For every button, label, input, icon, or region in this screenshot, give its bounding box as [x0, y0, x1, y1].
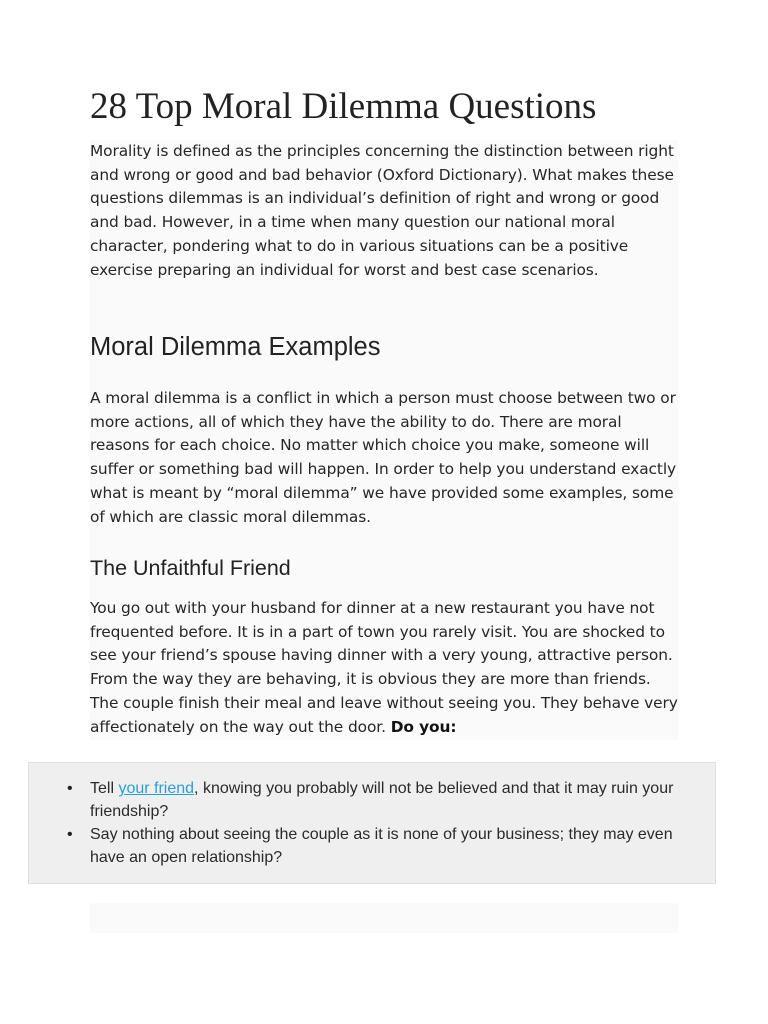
- unfaithful-friend-paragraph: [90, 597, 680, 739]
- examples-paragraph: A moral dilemma is a conflict in which a person must choose between two or more actions, all of which they have the ability to do. There are moral reasons for each choice. No matter which choice you make, someone will suffer or something bad will happen. In order to help you understand exactly what is meant by “moral dilemma” we have provided some examples, some of which are classic moral dilemmas.: [90, 389, 676, 526]
- your-friend-link[interactable]: your friend: [118, 780, 195, 797]
- bullet-icon: •: [67, 826, 73, 843]
- list-item: [67, 823, 680, 869]
- option-text-prefix: Tell: [90, 780, 119, 797]
- footer-panel: [90, 903, 678, 933]
- section-heading-examples: Moral Dilemma Examples: [90, 333, 381, 361]
- unfaithful-friend-body: You go out with your husband for dinner at a new restaurant you have not frequented before. It is in a part of town you rarely visit. You are shocked to see your friend’s spouse having dinner with a very young, attractive person. From the way they are behaving, it is obvious they are more than friends. The couple finish their meal and leave without seeing you. They behave very affectionately on the way out the door.: [90, 599, 678, 736]
- list-item: [67, 777, 680, 823]
- option-text-suffix: , knowing you probably will not be believed and that it may ruin your friendship?: [90, 780, 674, 820]
- do-you-prompt: Do you:: [390, 717, 457, 736]
- bullet-icon: •: [67, 780, 73, 797]
- options-list: [67, 777, 680, 869]
- intro-paragraph: Morality is defined as the principles concerning the distinction between right and wrong or good and bad behavior (Oxford Dictionary). What makes these questions dilemmas is an individual’s definition of right and wrong or good and bad. However, in a time when many question our national moral character, pondering what to do in various situations can be a positive exercise preparing an individual for worst and best case scenarios.: [90, 142, 674, 279]
- option-text: Say nothing about seeing the couple as it is none of your business; they may even have an open relationship?: [90, 826, 673, 866]
- page-title: 28 Top Moral Dilemma Questions: [90, 86, 597, 127]
- section-heading-unfaithful-friend: The Unfaithful Friend: [90, 556, 291, 580]
